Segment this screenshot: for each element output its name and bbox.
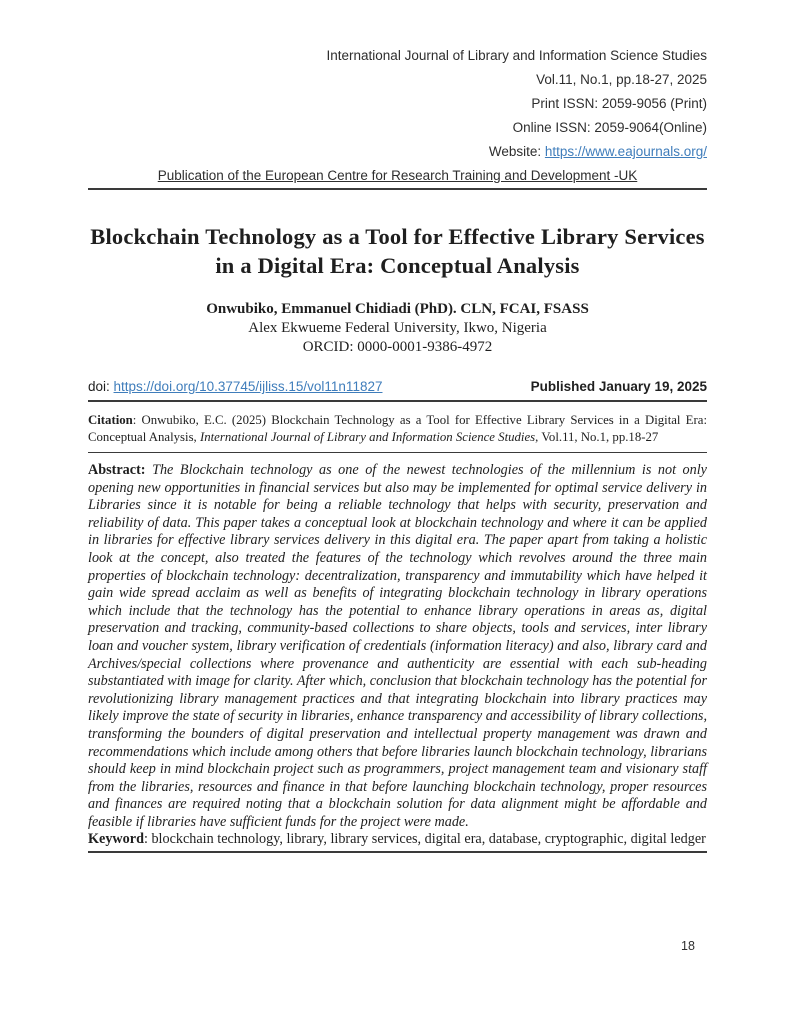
author-affiliation: Alex Ekwueme Federal University, Ikwo, Nigeria — [248, 320, 547, 336]
website-line — [88, 140, 707, 164]
online-issn: Online ISSN: 2059-9064(Online) — [512, 120, 707, 135]
author-orcid: ORCID: 0000-0001-9386-4972 — [302, 339, 493, 355]
author-name: Onwubiko, Emmanuel Chidiadi (PhD). CLN, FCAI, FSASS — [206, 301, 589, 317]
abstract-block — [88, 462, 707, 831]
published-date: Published January 19, 2025 — [530, 379, 707, 394]
website-label: Website: — [488, 144, 545, 159]
publisher-line: Publication of the European Centre for Research Training and Development -UK — [157, 168, 638, 183]
keywords-label: Keyword — [88, 831, 144, 848]
keywords-block — [88, 831, 707, 853]
doi-line — [88, 379, 382, 394]
author-block — [88, 300, 707, 357]
paper-title: Blockchain Technology as a Tool for Effective Library Services in a Digital Era: Conceptual Analysis — [90, 224, 705, 278]
doi-row — [88, 379, 707, 402]
journal-volume-line: Vol.11, No.1, pp.18-27, 2025 — [536, 72, 707, 87]
print-issn: Print ISSN: 2059-9056 (Print) — [531, 96, 707, 111]
keywords-text: : blockchain technology, library, library services, digital era, database, cryptographic, digital ledger — [143, 831, 706, 848]
citation-journal: International Journal of Library and Information Science Studies — [199, 429, 536, 444]
page-number: 18 — [681, 939, 695, 953]
citation-text-before: : Onwubiko, E.C. (2025) Blockchain Technology as a Tool for Effective Library Services in a Digital Era: Conceptual Analysis, — [88, 413, 707, 444]
doi-label: doi: — [88, 379, 114, 394]
citation-label: Citation — [88, 413, 133, 427]
citation-block — [88, 412, 707, 453]
journal-masthead — [88, 0, 707, 190]
citation-text-after: , Vol.11, No.1, pp.18-27 — [535, 429, 659, 444]
doi-link[interactable]: https://doi.org/10.37745/ijliss.15/vol11n11827 — [113, 379, 383, 394]
abstract-text: The Blockchain technology as one of the newest technologies of the millennium is not only opening new opportunities in financial services but also may be implemented for optimal service delivery in Libraries since it is notable for being a reliable technology that helps with security, preservation and reliability of data. This paper takes a conceptual look at blockchain technology and where it can be applied in libraries for effective library services delivery in this digital era. The paper apart from taking a holistic look at the concept, also treated the features of the technology which revolves around the three main properties of blockchain technology: decentralization, transparency and immutability which have helped it gain wide spread acclaim as well as benefits of integrating blockchain technology in library operations which include that the technology has the potential to enhance library operations in areas as, digital preservation and tracking, community-based collections to share objects, tools and services, inter library loan and voucher system, library verification of credentials (information literacy) and also, library card and Archives/special collections where provenance and authenticity are essential with each sub-heading substantiated with image for clarity. After which, conclusion that blockchain technology has the potential for revolutionizing library management practices and that integrating blockchain into library practices may likely improve the state of security in libraries, enhance transparency and accessibility of library collections, transforming the bounders of digital preservation and intellectual property management was drawn and recommendations which include among others that before libraries launch blockchain technology, librarians should keep in mind blockchain project such as programmers, project management team and visionary staff from the libraries, resources and finance in that before launching blockchain technology, proper resources and finances are required noting that a blockchain solution for data alignment might be affordable and feasible if libraries have sufficient funds for the project were made. — [88, 462, 707, 830]
journal-title: International Journal of Library and Information Science Studies — [326, 48, 707, 63]
abstract-label: Abstract: — [88, 462, 153, 478]
website-link[interactable]: https://www.eajournals.org/ — [544, 144, 707, 159]
